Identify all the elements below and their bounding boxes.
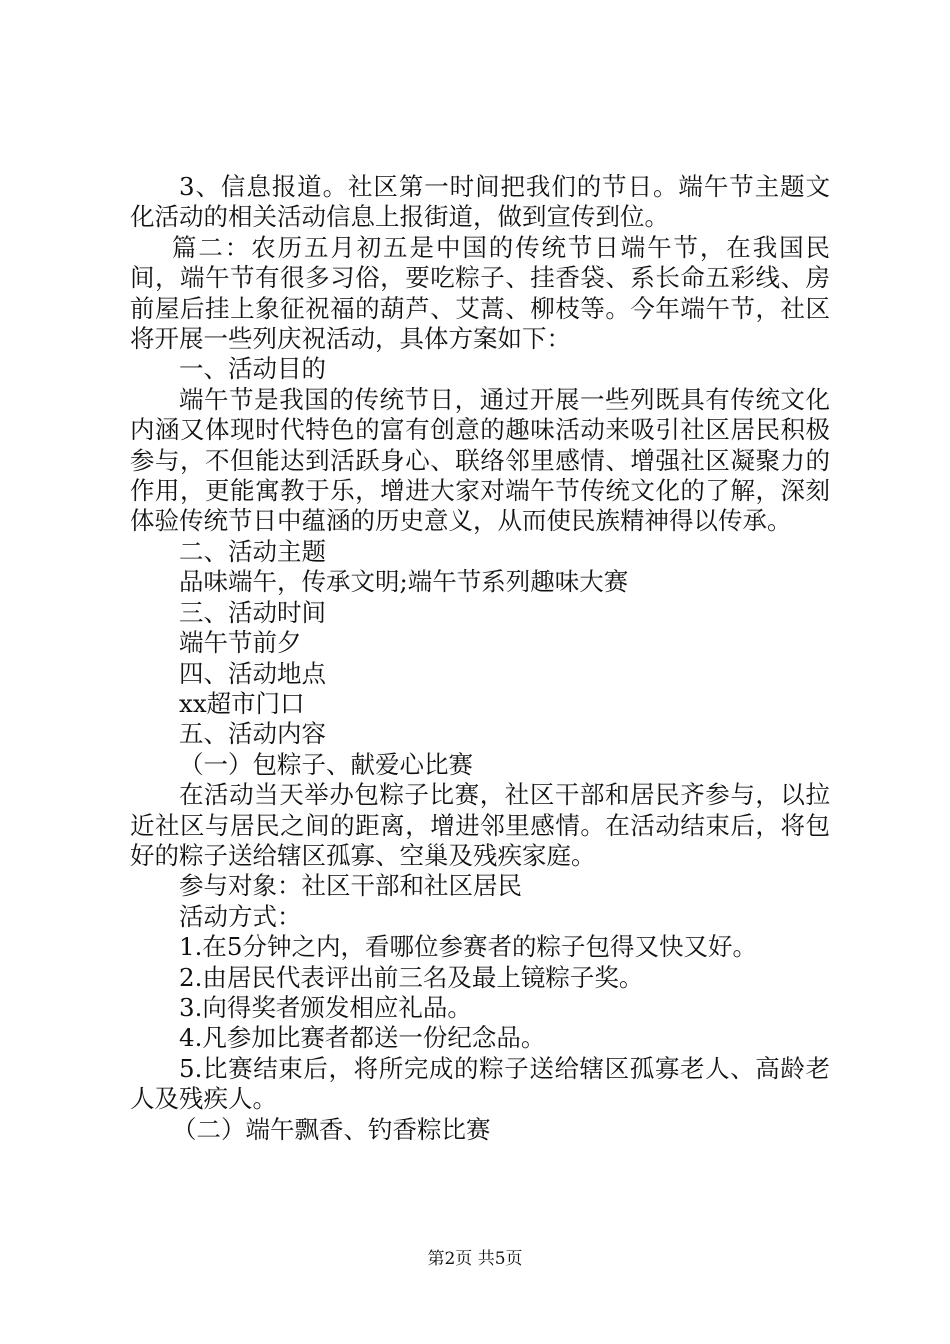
page-number-footer: 第2页 共5页 — [427, 1249, 523, 1269]
list-item: 5.比赛结束后，将所完成的粽子送给辖区孤寡老人、高龄老人及残疾人。 — [130, 1053, 830, 1114]
heading-purpose: 一、活动目的 — [179, 354, 326, 384]
paragraph-method: 活动方式： — [179, 901, 302, 931]
paragraph-theme: 品味端午，传承文明;端午节系列趣味大赛 — [179, 567, 629, 597]
paragraph-info-report: 3、信息报道。社区第一时间把我们的节日。端午节主题文化活动的相关活动信息上报街道，做到宣传到位。 — [130, 172, 830, 232]
subheading-fishing-contest: （二）端午飘香、钓香粽比赛 — [172, 1114, 491, 1144]
paragraph-location: xx超市门口 — [179, 688, 305, 718]
heading-time: 三、活动时间 — [179, 597, 326, 627]
heading-theme: 二、活动主题 — [179, 536, 326, 566]
heading-location: 四、活动地点 — [179, 658, 326, 688]
heading-content: 五、活动内容 — [179, 719, 326, 749]
list-item: 4.凡参加比赛者都送一份纪念品。 — [179, 1023, 546, 1053]
list-item: 3.向得奖者颁发相应礼品。 — [179, 992, 472, 1022]
paragraph-purpose: 端午节是我国的传统节日，通过开展一些列既具有传统文化内涵又体现时代特色的富有创意的趣味活动来吸引社区居民积极参与，不但能达到活跃身心、联络邻里感情、增强社区凝聚力的作用，更能寓教于乐，增进大家对端午节传统文化的了解，深刻体验传统节日中蕴涵的历史意义，从而使民族精神得以传承。 — [130, 384, 830, 536]
list-item: 1.在5分钟之内，看哪位参赛者的粽子包得又快又好。 — [179, 932, 757, 962]
paragraph-part-two-intro: 篇二：农历五月初五是中国的传统节日端午节，在我国民间，端午节有很多习俗，要吃粽子、挂香袋、系长命五彩线、房前屋后挂上象征祝福的葫芦、艾蒿、柳枝等。今年端午节，社区将开展一些列庆祝活动，具体方案如下： — [130, 232, 830, 354]
subheading-zongzi-contest: （一）包粽子、献爱心比赛 — [179, 749, 473, 779]
paragraph-time: 端午节前夕 — [179, 628, 302, 658]
list-item: 2.由居民代表评出前三名及最上镜粽子奖。 — [179, 962, 644, 992]
paragraph-participants: 参与对象：社区干部和社区居民 — [179, 871, 522, 901]
page-body — [130, 172, 830, 1145]
paragraph-zongzi-contest: 在活动当天举办包粽子比赛，社区干部和居民齐参与，以拉近社区与居民之间的距离，增进邻里感情。在活动结束后，将包好的粽子送给辖区孤寡、空巢及残疾家庭。 — [130, 780, 830, 870]
